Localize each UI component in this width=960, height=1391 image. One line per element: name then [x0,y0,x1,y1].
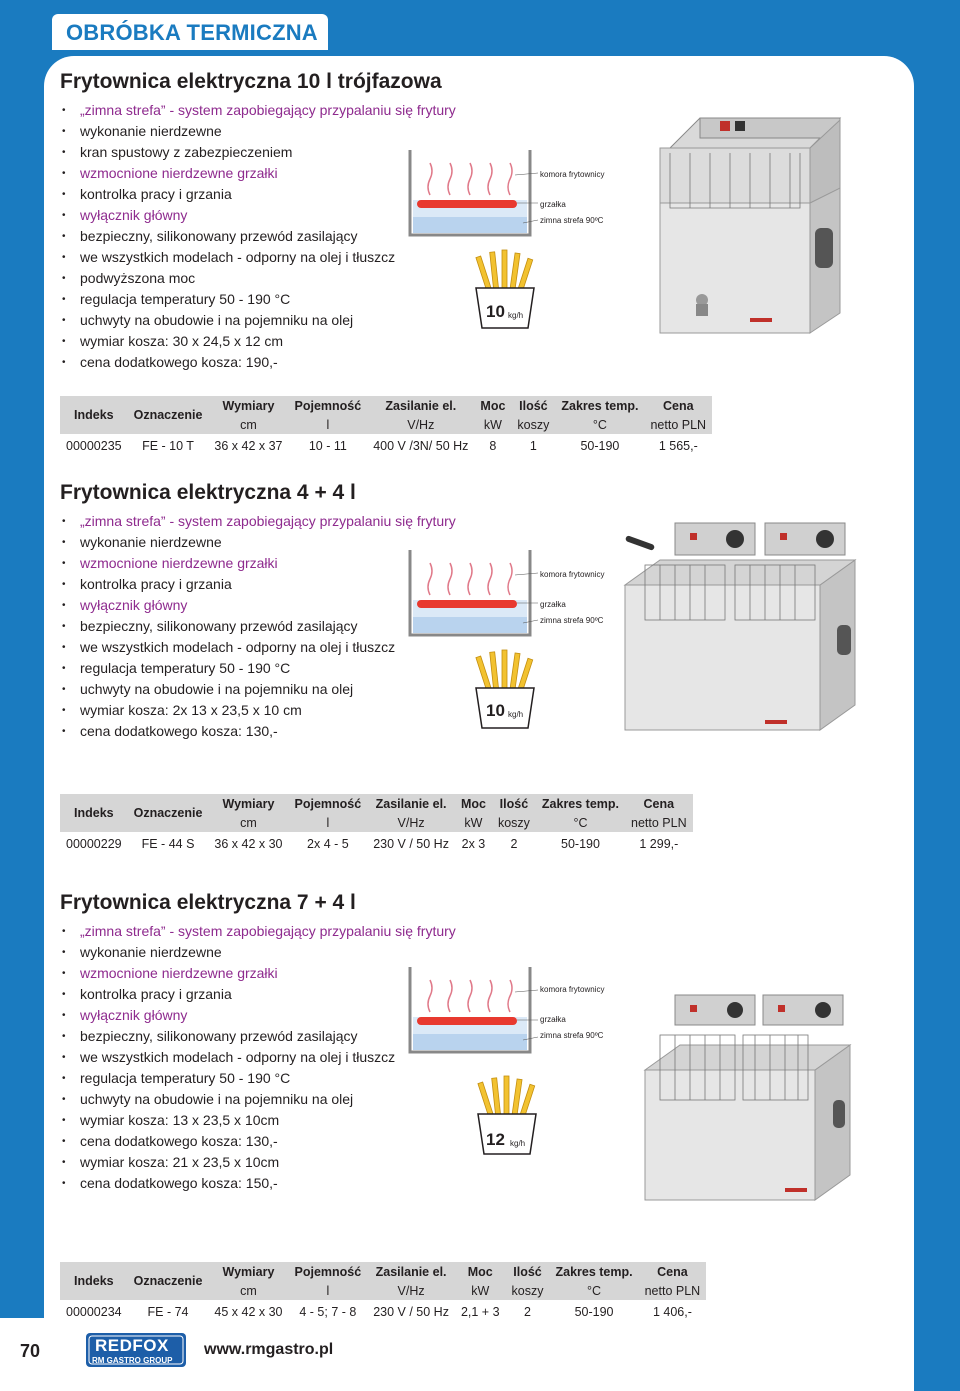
feature-item: • bezpieczny, silikonowany przewód zasilający [60,226,900,247]
feature-item: • we wszystkich modelach - odporny na olej i tłuszcz [60,637,900,658]
unit-ilosc: koszy [511,415,555,434]
heating-diagram [405,545,540,640]
page-number: 70 [20,1341,41,1361]
unit-zasilanie: V/Hz [367,813,455,832]
feature-item: • cena dodatkowego kosza: 130,- [60,721,900,742]
feature-item: • kontrolka pracy i grzania [60,984,900,1005]
unit-pojemnosc: l [289,813,368,832]
col-moc: Moc [455,1262,506,1281]
unit-wymiary: cm [208,813,288,832]
cold-zone [413,217,527,233]
feature-item-continued: • we wszystkich modelach - odporny na olej i tłuszcz [60,247,900,268]
col-ilosc: Ilość [511,396,555,415]
cell-cena: 1 565,- [658,438,698,453]
col-pojemnosc: Pojemność [289,794,368,813]
unit-wymiary: cm [208,415,288,434]
label-zimna: zimna strefa 90ºC [540,216,604,225]
unit-cena: netto PLN [625,813,693,832]
cell-moc: 8 [489,438,497,453]
feature-item: • we wszystkich modelach - odporny na olej i tłuszcz [60,1047,900,1068]
cell-indeks: 00000229 [66,836,122,851]
feature-item: • „zimna strefa” - system zapobiegający przypalaniu się frytury [60,921,900,942]
feature-item: • wykonanie nierdzewne [60,121,900,142]
cell-cena: 1 406,- [652,1304,692,1319]
feature-item: • regulacja temperatury 50 - 190 °C [60,289,900,310]
page-title: OBRÓBKA TERMICZNA [66,20,318,45]
col-cena: Cena [644,396,712,415]
cell-wymiary: 45 x 42 x 30 [214,1304,283,1319]
website-link[interactable]: www.rmgastro.pl [204,1341,334,1358]
heater-element [417,200,517,208]
col-wymiary: Wymiary [208,1262,288,1281]
cell-pojemnosc: 2x 4 - 5 [307,836,349,851]
unit-moc: kW [455,1281,506,1300]
table-row [60,434,712,457]
capacity-unit: kg/h [508,710,524,719]
cell-zasilanie: 400 V /3N/ 50 Hz [373,438,469,453]
feature-item: • wymiar kosza: 30 x 24,5 x 12 cm [60,331,900,352]
cell-ilosc: 1 [529,438,537,453]
col-indeks: Indeks [60,1262,128,1300]
col-wymiary: Wymiary [208,396,288,415]
cell-oznaczenie: FE - 10 T [142,438,194,453]
cell-wymiary: 36 x 42 x 37 [214,438,283,453]
spec-table-1 [60,396,712,457]
col-ilosc: Ilość [492,794,536,813]
fryer-image-1 [640,108,850,343]
cell-indeks: 00000234 [66,1304,122,1319]
label-zimna: zimna strefa 90ºC [540,1031,604,1040]
col-oznaczenie: Oznaczenie [128,396,209,434]
unit-zakres: °C [549,1281,638,1300]
heating-diagram [405,962,540,1057]
fryer-image-2 [615,515,865,745]
feature-item: • wzmocnione nierdzewne grzałki [60,553,900,574]
table-row [60,832,693,855]
cell-moc: 2,1 + 3 [460,1304,500,1319]
heat-waves [428,163,512,195]
feature-item: • wzmocnione nierdzewne grzałki [60,163,900,184]
capacity-unit: kg/h [510,1139,526,1148]
feature-item: • bezpieczny, silikonowany przewód zasilający [60,1026,900,1047]
fries-icon [470,648,540,730]
label-komora: komora frytownicy [540,985,605,994]
cell-pojemnosc: 10 - 11 [308,438,347,453]
cell-zakres: 50-190 [561,836,600,851]
unit-cena: netto PLN [644,415,712,434]
spec-table-2 [60,794,693,855]
feature-item: • wyłącznik główny [60,205,900,226]
feature-item: • kontrolka pracy i grzania [60,184,900,205]
feature-item: • cena dodatkowego kosza: 150,- [60,1173,900,1194]
feature-item: • cena dodatkowego kosza: 130,- [60,1131,900,1152]
col-pojemnosc: Pojemność [289,396,368,415]
unit-ilosc: koszy [492,813,536,832]
feature-item: • bezpieczny, silikonowany przewód zasilający [60,616,900,637]
cell-zasilanie: 230 V / 50 Hz [373,1304,449,1319]
col-indeks: Indeks [60,794,128,832]
col-zakres: Zakres temp. [536,794,625,813]
feature-item: • kran spustowy z zabezpieczeniem [60,142,900,163]
cell-zakres: 50-190 [574,1304,614,1319]
logo-subtext: RM GASTRO GROUP [92,1356,173,1365]
unit-cena: netto PLN [639,1281,707,1300]
cell-cena: 1 299,- [639,836,679,851]
col-zasilanie: Zasilanie el. [367,396,474,415]
feature-item: • wyłącznik główny [60,1005,900,1026]
feature-item: • cena dodatkowego kosza: 190,- [60,352,900,373]
fryer-image-3 [635,990,860,1210]
feature-item: • regulacja temperatury 50 - 190 °C [60,658,900,679]
fries-icon [470,248,540,330]
feature-item: • uchwyty na obudowie i na pojemniku na olej [60,1089,900,1110]
col-pojemnosc: Pojemność [289,1262,368,1281]
col-cena: Cena [625,794,693,813]
cell-oznaczenie: FE - 44 S [141,836,195,851]
label-grzalka: grzałka [540,200,566,209]
unit-ilosc: koszy [506,1281,550,1300]
spec-table-3 [60,1262,706,1323]
feature-item: • wykonanie nierdzewne [60,942,900,963]
heating-diagram [405,145,540,240]
capacity-value: 10 [486,302,505,321]
col-zakres: Zakres temp. [555,396,644,415]
col-moc: Moc [474,396,511,415]
unit-zakres: °C [536,813,625,832]
feature-item: • uchwyty na obudowie i na pojemniku na olej [60,310,900,331]
label-komora: komora frytownicy [540,170,605,179]
col-moc: Moc [455,794,492,813]
col-wymiary: Wymiary [208,794,288,813]
unit-moc: kW [474,415,511,434]
col-ilosc: Ilość [506,1262,550,1281]
feature-item: • podwyższona moc [60,268,900,289]
table-row [60,1300,706,1323]
col-zasilanie: Zasilanie el. [367,1262,455,1281]
capacity-value: 12 [486,1130,505,1149]
cell-indeks: 00000235 [66,438,122,453]
unit-wymiary: cm [208,1281,288,1300]
feature-item: • uchwyty na obudowie i na pojemniku na olej [60,679,900,700]
feature-item: • wymiar kosza: 2x 13 x 23,5 x 10 cm [60,700,900,721]
unit-zakres: °C [555,415,644,434]
label-grzalka: grzałka [540,600,566,609]
feature-item: • wyłącznik główny [60,595,900,616]
capacity-unit: kg/h [508,311,524,320]
feature-item: • „zimna strefa” - system zapobiegający przypalaniu się frytury [60,100,900,121]
label-zimna: zimna strefa 90ºC [540,616,604,625]
unit-pojemnosc: l [289,415,368,434]
cell-zasilanie: 230 V / 50 Hz [373,836,449,851]
capacity-value: 10 [486,701,505,720]
product-title: Frytownica elektryczna 4 + 4 l [60,481,356,504]
feature-item: • kontrolka pracy i grzania [60,574,900,595]
col-zasilanie: Zasilanie el. [367,794,455,813]
col-oznaczenie: Oznaczenie [128,794,209,832]
feature-item: • wykonanie nierdzewne [60,532,900,553]
cell-moc: 2x 3 [461,836,486,851]
unit-moc: kW [455,813,492,832]
col-zakres: Zakres temp. [549,1262,638,1281]
feature-item: • wzmocnione nierdzewne grzałki [60,963,900,984]
cell-oznaczenie: FE - 74 [147,1304,189,1319]
col-oznaczenie: Oznaczenie [128,1262,209,1300]
col-cena: Cena [639,1262,707,1281]
col-indeks: Indeks [60,396,128,434]
cell-ilosc: 2 [524,1304,531,1319]
label-komora: komora frytownicy [540,570,605,579]
label-grzalka: grzałka [540,1015,566,1024]
cell-pojemnosc: 4 - 5; 7 - 8 [299,1304,357,1319]
logo-text: REDFOX [95,1336,169,1355]
fries-icon [472,1074,542,1156]
cell-ilosc: 2 [510,836,518,851]
unit-zasilanie: V/Hz [367,415,474,434]
feature-item: • wymiar kosza: 21 x 23,5 x 10cm [60,1152,900,1173]
unit-pojemnosc: l [289,1281,368,1300]
product-title: Frytownica elektryczna 10 l trójfazowa [60,70,442,93]
product-title: Frytownica elektryczna 7 + 4 l [60,891,356,914]
feature-item: • „zimna strefa” - system zapobiegający przypalaniu się frytury [60,511,900,532]
feature-item: • regulacja temperatury 50 - 190 °C [60,1068,900,1089]
cell-wymiary: 36 x 42 x 30 [214,836,283,851]
unit-zasilanie: V/Hz [367,1281,455,1300]
cell-zakres: 50-190 [580,438,620,453]
feature-item: • wymiar kosza: 13 x 23,5 x 10cm [60,1110,900,1131]
